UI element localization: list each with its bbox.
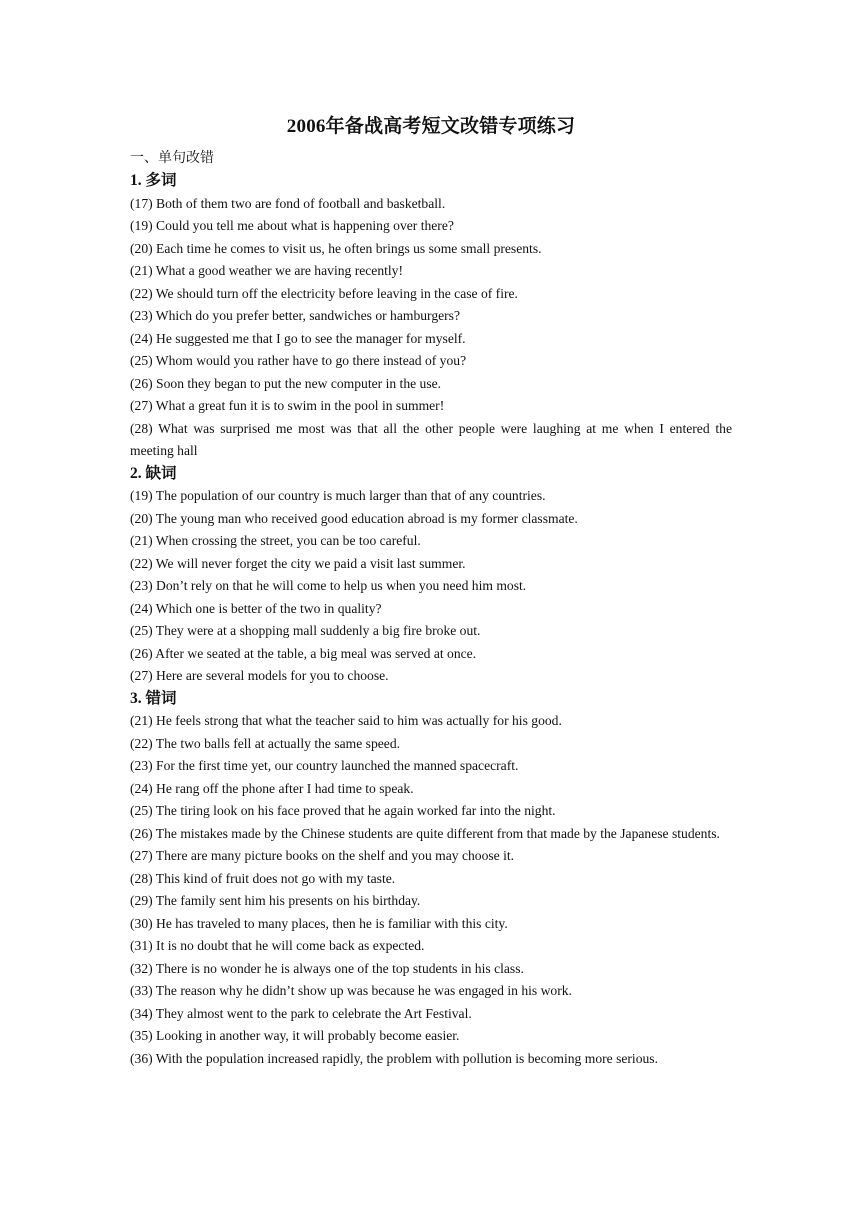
sentence-item: (24) Which one is better of the two in quality? bbox=[130, 600, 382, 616]
sentence-item: (19) Could you tell me about what is happening over there? bbox=[130, 218, 454, 233]
sentence-item: (22) We should turn off the electricity before leaving in the case of fire. bbox=[130, 285, 518, 301]
sentence-item: (25) They were at a shopping mall suddenly a big fire broke out. bbox=[130, 623, 481, 638]
sentence-item: (26) The mistakes made by the Chinese students are quite different from that made by the Japanese students. bbox=[130, 825, 720, 841]
sentence-item: (34) They almost went to the park to celebrate the Art Festival. bbox=[130, 1005, 472, 1021]
sentence-item: (26) After we seated at the table, a big meal was served at once. bbox=[130, 645, 477, 661]
sentence-item: (27) There are many picture books on the shelf and you may choose it. bbox=[130, 848, 515, 863]
sentence-item: (21) What a good weather we are having recently! bbox=[130, 263, 404, 278]
sentence-item: (36) With the population increased rapidly, the problem with pollution is becoming more serious. bbox=[130, 1050, 658, 1066]
sentence-item: (21) He feels strong that what the teacher said to him was actually for his good. bbox=[130, 713, 562, 728]
section-heading: 3. 错词 bbox=[130, 689, 177, 707]
section-heading: 2. 缺词 bbox=[130, 464, 177, 482]
sentence-item: (27) Here are several models for you to choose. bbox=[130, 668, 389, 683]
sentence-item: (31) It is no doubt that he will come back as expected. bbox=[130, 938, 425, 953]
sentence-item: (32) There is no wonder he is always one of the top students in his class. bbox=[130, 960, 524, 976]
document-page bbox=[130, 112, 732, 1070]
sentence-item: (33) The reason why he didn’t show up was because he was engaged in his work. bbox=[130, 983, 572, 998]
sentence-item: (20) The young man who received good education abroad is my former classmate. bbox=[130, 510, 578, 526]
sentence-list bbox=[130, 485, 732, 688]
exercise-sections bbox=[130, 170, 732, 1070]
part-heading: 一、单句改错 bbox=[130, 151, 214, 166]
section-heading: 1. 多词 bbox=[130, 172, 177, 189]
sentence-item: (35) Looking in another way, it will probably become easier. bbox=[130, 1028, 460, 1043]
sentence-item: (29) The family sent him his presents on his birthday. bbox=[130, 893, 421, 908]
exercise-section bbox=[130, 688, 732, 1071]
sentence-item: (28) What was surprised me most was that all the other people were laughing at me when I entered the meeting hall bbox=[130, 420, 732, 458]
sentence-item: (21) When crossing the street, you can be too careful. bbox=[130, 533, 421, 548]
exercise-section bbox=[130, 170, 732, 463]
sentence-item: (20) Each time he comes to visit us, he often brings us some small presents. bbox=[130, 240, 542, 256]
sentence-item: (25) Whom would you rather have to go there instead of you? bbox=[130, 353, 467, 368]
sentence-item: (23) For the first time yet, our country launched the manned spacecraft. bbox=[130, 758, 519, 773]
document-title: 2006年备战高考短文改错专项练习 bbox=[286, 116, 576, 137]
sentence-item: (23) Which do you prefer better, sandwiches or hamburgers? bbox=[130, 308, 460, 323]
sentence-list bbox=[130, 193, 732, 463]
sentence-item: (22) The two balls fell at actually the same speed. bbox=[130, 735, 401, 751]
sentence-item: (22) We will never forget the city we paid a visit last summer. bbox=[130, 555, 466, 571]
sentence-item: (19) The population of our country is much larger than that of any countries. bbox=[130, 488, 546, 503]
sentence-item: (24) He suggested me that I go to see the manager for myself. bbox=[130, 330, 466, 346]
sentence-item: (28) This kind of fruit does not go with my taste. bbox=[130, 870, 396, 886]
sentence-item: (24) He rang off the phone after I had time to speak. bbox=[130, 780, 414, 796]
sentence-item: (25) The tiring look on his face proved that he again worked far into the night. bbox=[130, 803, 556, 818]
sentence-list bbox=[130, 710, 732, 1070]
sentence-item: (17) Both of them two are fond of football and basketball. bbox=[130, 195, 446, 211]
sentence-item: (27) What a great fun it is to swim in the pool in summer! bbox=[130, 398, 445, 413]
exercise-section bbox=[130, 463, 732, 688]
sentence-item: (23) Don’t rely on that he will come to help us when you need him most. bbox=[130, 578, 527, 593]
sentence-item: (30) He has traveled to many places, then he is familiar with this city. bbox=[130, 915, 508, 931]
sentence-item: (26) Soon they began to put the new computer in the use. bbox=[130, 375, 442, 391]
